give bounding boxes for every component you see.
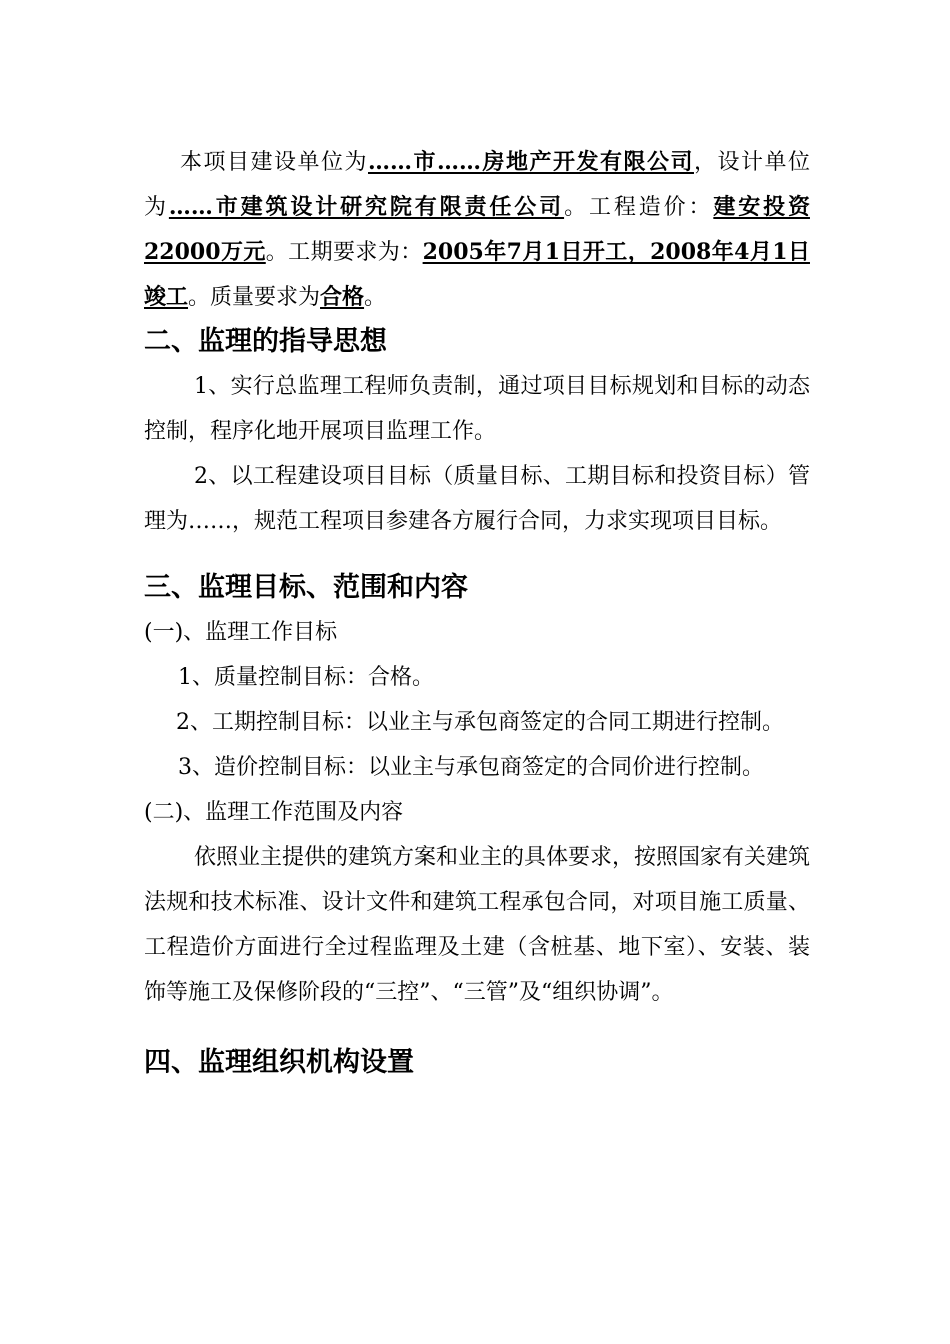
project-cost: 建安投资22000万元 xyxy=(144,194,810,265)
subsection-2-title: (二)、监理工作范围及内容 xyxy=(144,800,404,825)
builder-company: ……市……房地产开发有限公司 xyxy=(368,149,694,175)
guiding-principle-1: 1、实行总监理工程师负责制，通过项目目标规划和目标的动态控制，程序化地开展项目监理工作。 xyxy=(144,374,810,444)
intro-text-1: 本项目建设单位为 xyxy=(180,150,368,175)
guiding-principle-2: 2、以工程建设项目目标（质量目标、工期目标和投资目标）管理为……，规范工程项目参建各方履行合同，力求实现项目目标。 xyxy=(144,464,810,534)
project-schedule: 2005年7月1日开工，2008年4月1日竣工 xyxy=(144,239,810,310)
intro-text-2: ，设计单位为 xyxy=(144,150,810,220)
intro-text-6: 。 xyxy=(364,285,387,310)
section-2-heading: 二、监理的指导思想 xyxy=(144,326,387,357)
section-3-heading: 三、监理目标、范围和内容 xyxy=(144,572,468,603)
intro-text-4: 。工期要求为： xyxy=(265,240,423,265)
design-institute: ……市建筑设计研究院有限责任公司 xyxy=(168,194,565,220)
target-schedule: 2、工期控制目标：以业主与承包商签定的合同工期进行控制。 xyxy=(176,710,784,735)
intro-text-3: 。工程造价： xyxy=(564,195,714,220)
intro-text-5: 。质量要求为 xyxy=(188,285,321,310)
target-cost: 3、造价控制目标：以业主与承包商签定的合同价进行控制。 xyxy=(178,755,764,780)
scope-paragraph: 依照业主提供的建筑方案和业主的具体要求，按照国家有关建筑法规和技术标准、设计文件和建筑工程承包合同，对项目施工质量、工程造价方面进行全过程监理及土建（含桩基、地下室）、安装、装饰等施工及保修阶段的“三控”、“三管”及“组织协调”。 xyxy=(144,845,811,1005)
intro-paragraph xyxy=(144,140,810,320)
target-quality: 1、质量控制目标：合格。 xyxy=(178,665,434,690)
subsection-1-title: (一)、监理工作目标 xyxy=(144,620,338,645)
quality-requirement: 合格 xyxy=(320,284,365,310)
document-page xyxy=(144,140,810,1083)
section-4-heading: 四、监理组织机构设置 xyxy=(144,1047,414,1078)
